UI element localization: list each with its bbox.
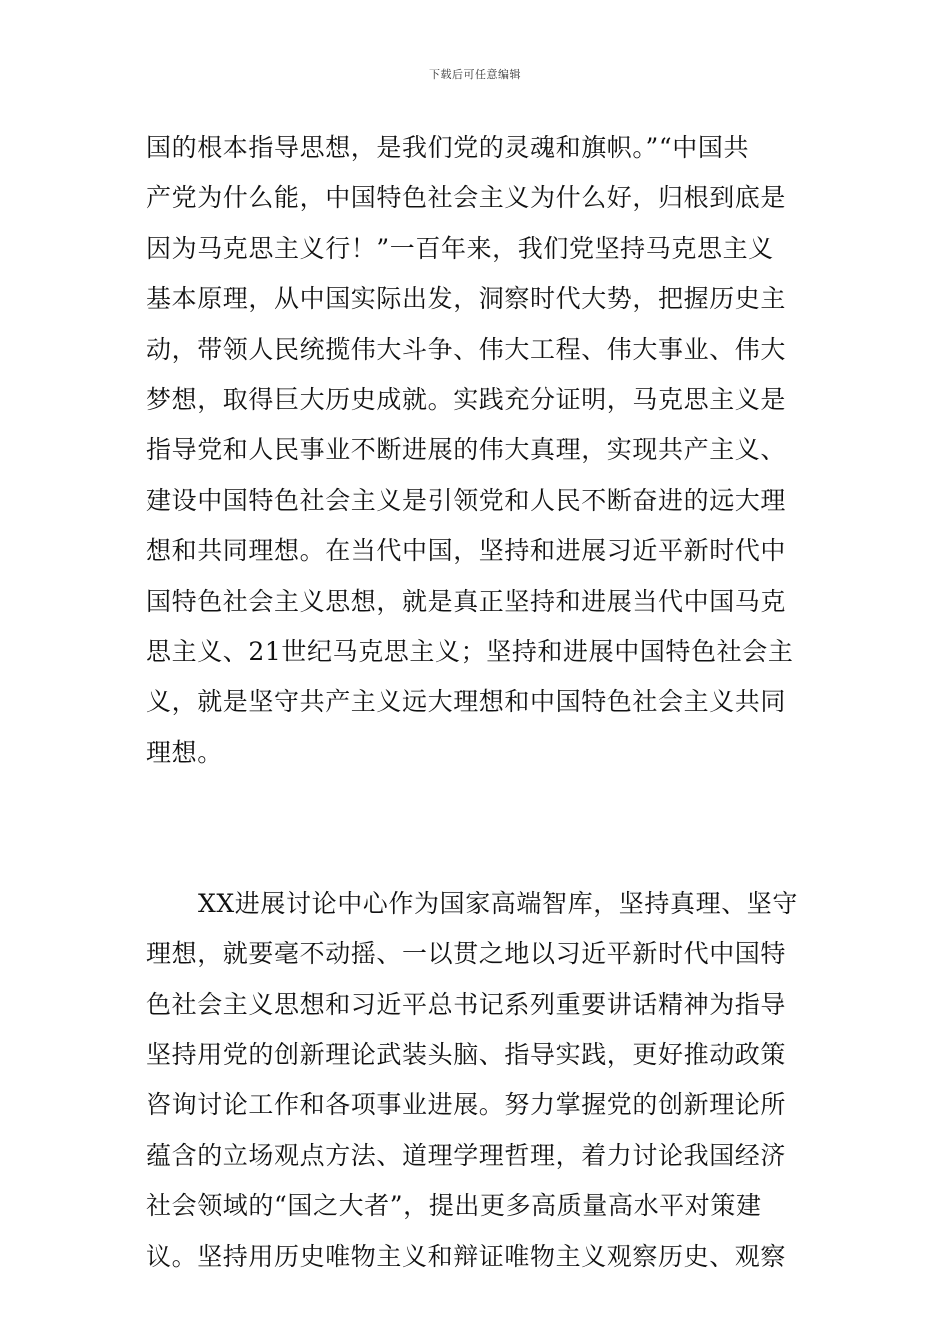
text-line: 色社会主义思想和习近平总书记系列重要讲话精神为指导 <box>146 989 787 1019</box>
text-line: 坚持用党的创新理论武装头脑、指导实践，更好推动政策 <box>146 1040 787 1070</box>
paragraph-1 <box>146 123 806 778</box>
text-line: 国特色社会主义思想，就是真正坚持和进展当代中国马克 <box>146 586 787 616</box>
text-line: 社会领域的“国之大者”，提出更多高质量高水平对策建 <box>146 1191 762 1221</box>
text-line: 建设中国特色社会主义是引领党和人民不断奋进的远大理 <box>146 485 787 515</box>
text-line: 议。坚持用历史唯物主义和辩证唯物主义观察历史、观察 <box>146 1241 787 1271</box>
text-line: 蕴含的立场观点方法、道理学理哲理，着力讨论我国经济 <box>146 1140 787 1170</box>
text-line: 产党为什么能，中国特色社会主义为什么好，归根到底是 <box>146 183 787 213</box>
paragraph-spacer <box>146 778 806 879</box>
text-line: 思主义、21世纪马克思主义；坚持和进展中国特色社会主 <box>146 636 794 666</box>
text-line: 理想，就要毫不动摇、一以贯之地以习近平新时代中国特 <box>146 939 787 969</box>
document-body <box>146 123 806 1282</box>
text-line: 基本原理，从中国实际出发，洞察时代大势，把握历史主 <box>146 284 787 314</box>
page-header: 下载后可任意编辑 <box>429 68 521 81</box>
text-line-indented: XX进展讨论中心作为国家高端智库，坚持真理、坚守 <box>198 888 798 918</box>
text-line: 想和共同理想。在当代中国，坚持和进展习近平新时代中 <box>146 536 787 566</box>
text-line: 咨询讨论工作和各项事业进展。努力掌握党的创新理论所 <box>146 1090 787 1120</box>
text-line: 梦想，取得巨大历史成就。实践充分证明，马克思主义是 <box>146 384 787 414</box>
text-line: 义，就是坚守共产主义远大理想和中国特色社会主义共同 <box>146 687 787 717</box>
text-line: 指导党和人民事业不断进展的伟大真理，实现共产主义、 <box>146 435 787 465</box>
text-line: 理想。 <box>146 737 223 767</box>
text-line: 国的根本指导思想，是我们党的灵魂和旗帜。”“中国共 <box>146 133 750 162</box>
text-line: 动，带领人民统揽伟大斗争、伟大工程、伟大事业、伟大 <box>146 334 787 364</box>
text-line: 因为马克思主义行！”一百年来，我们党坚持马克思主义 <box>146 233 774 263</box>
paragraph-2 <box>146 879 806 1282</box>
